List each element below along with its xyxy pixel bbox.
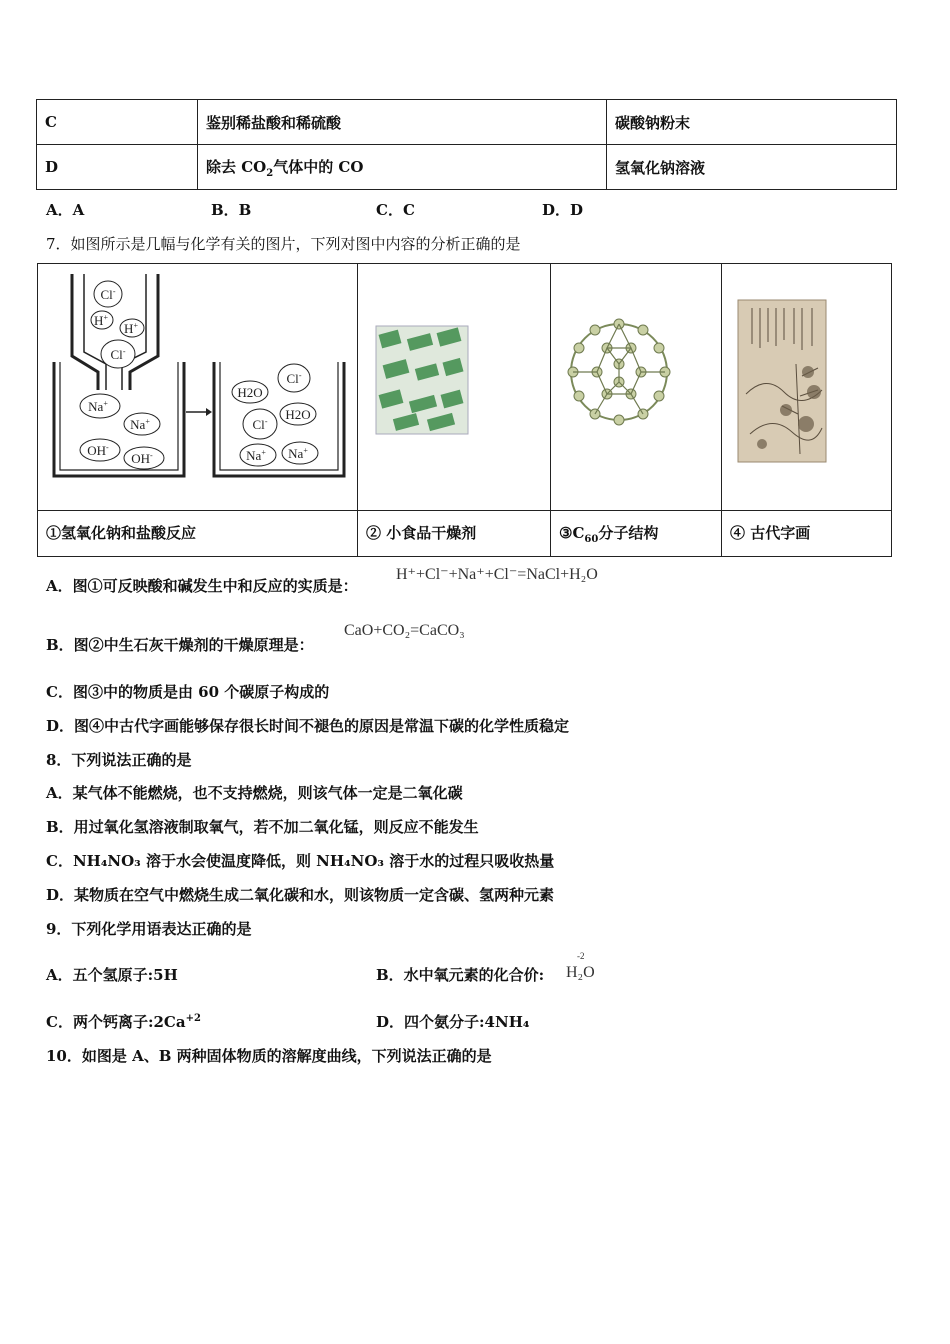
q6-option-c[interactable]: C．C — [376, 201, 415, 219]
ion-na-label: Na+ — [88, 399, 108, 414]
ancient-painting-image — [722, 264, 890, 508]
reagent-table — [36, 99, 897, 190]
q6-option-a[interactable]: A．A — [46, 201, 85, 219]
caption-desiccant: ② 小食品干燥剂 — [358, 511, 551, 557]
c60-molecule-image — [551, 264, 719, 508]
ion-cl-label: Cl- — [110, 347, 126, 362]
q7-option-b-formula: CaO+CO₂=CaCO₃ — [344, 622, 465, 639]
q7-figure-table — [37, 263, 892, 557]
q10-stem: 10．如图是 A、B 两种固体物质的溶解度曲线，下列说法正确的是 — [46, 1047, 492, 1065]
neutralization-diagram — [38, 264, 356, 508]
q8-option-c[interactable]: C．NH₄NO₃ 溶于水会使温度降低，则 NH₄NO₃ 溶于水的过程只吸收热量 — [46, 852, 555, 870]
reagent-cell: 氢氧化钠溶液 — [607, 145, 897, 190]
q7-option-a[interactable]: A．图①可反映酸和碱发生中和反应的实质是： — [46, 577, 358, 595]
ion-oh-label: OH- — [131, 451, 153, 466]
purpose-sub: 2 — [266, 167, 274, 179]
ion-h-label: H+ — [94, 313, 108, 328]
caption-reaction: ①氢氧化钠和盐酸反应 — [38, 511, 358, 557]
q9-option-c-charge: +2 — [185, 1013, 201, 1024]
q9-option-d[interactable]: D．四个氨分子:4NH₄ — [376, 1013, 530, 1031]
q7-option-b[interactable]: B．图②中生石灰干燥剂的干燥原理是： — [46, 636, 314, 654]
painting-scroll — [738, 300, 826, 462]
caption-c60-sub: 60 — [584, 534, 599, 545]
ion-na-label: Na+ — [130, 417, 150, 432]
ion-cl-label: Cl- — [100, 287, 116, 302]
q7-option-d[interactable]: D．图④中古代字画能够保存很长时间不褪色的原因是常温下碳的化学性质稳定 — [46, 717, 570, 735]
q7-option-c[interactable]: C．图③中的物质是由 60 个碳原子构成的 — [46, 683, 330, 701]
q8-option-d[interactable]: D．某物质在空气中燃烧生成二氧化碳和水，则该物质一定含碳、氢两种元素 — [46, 886, 555, 904]
desiccant-packet-image — [358, 264, 548, 508]
ion-na-label: Na+ — [288, 446, 308, 461]
q6-option-d[interactable]: D．D — [542, 201, 584, 219]
ion-cl-label: Cl- — [286, 371, 302, 386]
q9-stem: 9．下列化学用语表达正确的是 — [46, 920, 252, 938]
ion-cl-label: Cl- — [252, 417, 268, 432]
q7-stem: 7．如图所示是几幅与化学有关的图片，下列对图中内容的分析正确的是 — [46, 235, 521, 253]
q9-option-b-valence: -2 — [577, 951, 585, 961]
molecule-water-label: H2O — [285, 407, 311, 422]
caption-c60-post: 分子结构 — [598, 524, 659, 542]
figure-cell-reaction — [38, 264, 358, 510]
table-row — [37, 145, 897, 190]
table-row — [37, 100, 897, 145]
q9-option-a[interactable]: A．五个氢原子:5H — [46, 966, 178, 984]
ion-oh-label: OH- — [87, 443, 109, 458]
arrow-icon — [206, 408, 212, 416]
q9-option-c-text: C．两个钙离子:2Ca — [46, 1013, 186, 1031]
q9-option-c[interactable] — [46, 1011, 201, 1032]
ion-h-label: H+ — [124, 321, 138, 336]
figure-cell-painting — [722, 264, 893, 510]
figure-cell-c60 — [551, 264, 722, 510]
purpose-cell: 鉴别稀盐酸和稀硫酸 — [198, 100, 607, 145]
ion-na-label: Na+ — [246, 448, 266, 463]
option-cell: D — [37, 145, 198, 190]
q9-option-b-formula: H₂O — [566, 964, 595, 981]
q8-option-a[interactable]: A．某气体不能燃烧，也不支持燃烧，则该气体一定是二氧化碳 — [46, 784, 463, 802]
q9-option-b[interactable]: B．水中氧元素的化合价: — [376, 966, 545, 984]
q7-option-a-formula: H⁺+Cl⁻+Na⁺+Cl⁻=NaCl+H₂O — [396, 566, 598, 583]
q8-stem: 8．下列说法正确的是 — [46, 751, 192, 769]
option-cell: C — [37, 100, 198, 145]
reagent-cell: 碳酸钠粉末 — [607, 100, 897, 145]
left-beaker — [54, 362, 184, 476]
q8-option-b[interactable]: B．用过氧化氢溶液制取氧气，若不加二氧化锰，则反应不能发生 — [46, 818, 479, 836]
purpose-cell — [198, 145, 607, 190]
molecule-water-label: H2O — [237, 385, 263, 400]
purpose-post: 气体中的 CO — [273, 157, 364, 176]
purpose-pre: 除去 CO — [206, 157, 267, 176]
caption-c60-pre: ③C — [559, 524, 585, 542]
caption-c60 — [551, 511, 722, 557]
q6-option-b[interactable]: B．B — [211, 201, 252, 219]
figure-cell-desiccant — [358, 264, 551, 510]
figure-caption-row — [38, 510, 891, 557]
caption-painting: ④ 古代字画 — [730, 524, 811, 542]
